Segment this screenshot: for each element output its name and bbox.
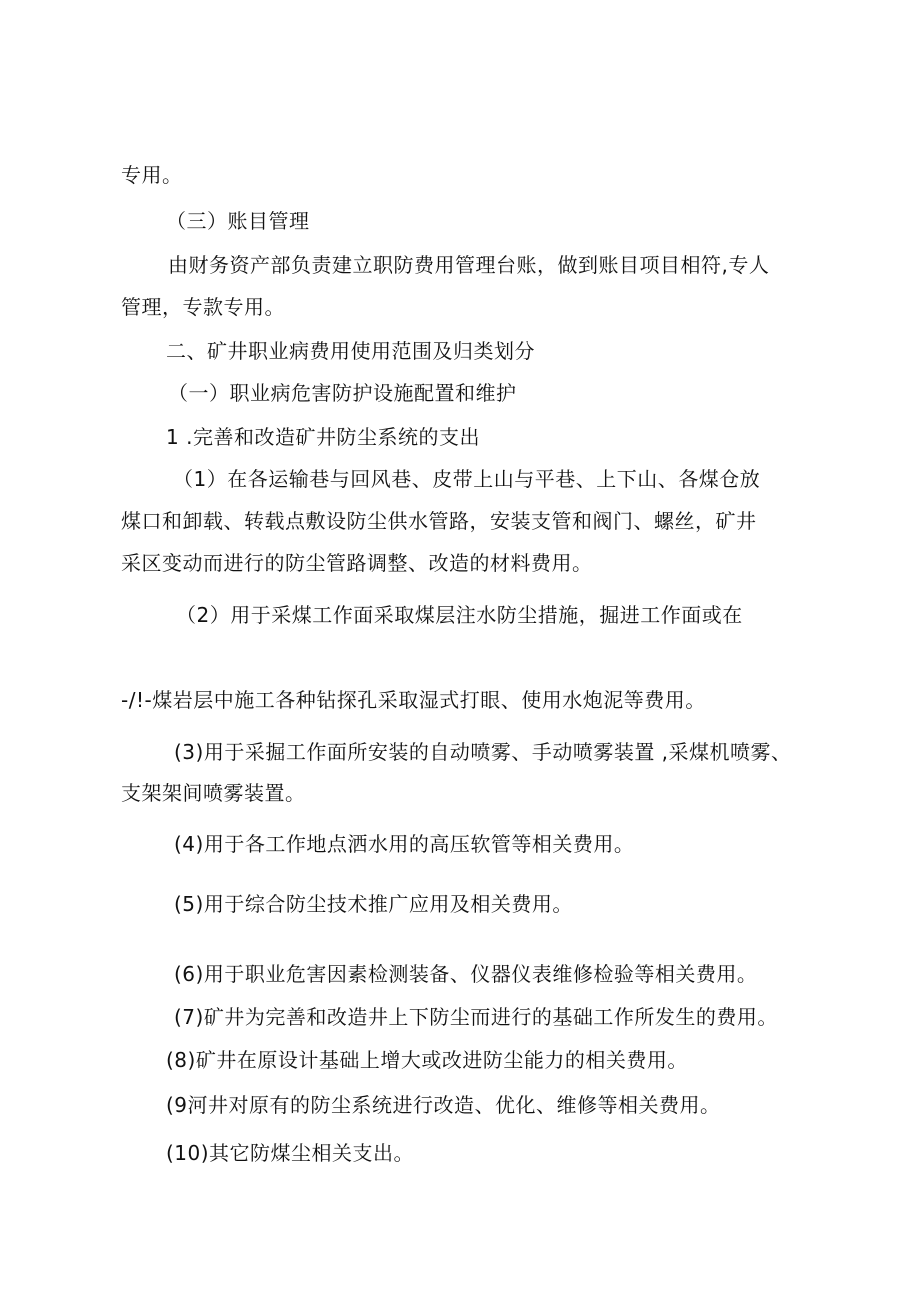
list-item: (4)用于各工作地点洒水用的高压软管等相关费用。 [174,832,635,856]
text-line: （1）在各运输巷与回风巷、皮带上山与平巷、上下山、各煤仓放 [173,467,761,491]
text-line: （2）用于采煤工作面采取煤层注水防尘措施，掘进工作面或在 [176,603,743,627]
list-item: (3)用于采掘工作面所安装的自动喷雾、手动喷雾装置 ,采煤机喷雾、 [174,740,792,764]
section-heading: （一）职业病危害防护设施配置和维护 [168,381,517,405]
text-line: 专用。 [121,163,183,187]
list-item: (6)用于职业危害因素检测装备、仪器仪表维修检验等相关费用。 [174,962,758,986]
text-line: 采区变动而进行的防尘管路调整、改造的材料费用。 [121,551,593,575]
list-item: (10)其它防煤尘相关支出。 [166,1141,415,1165]
text-line: -/!-煤岩层中施工各种钻探孔采取湿式打眼、使用水炮泥等费用。 [121,688,706,712]
list-item: (8)矿井在原设计基础上增大或改进防尘能力的相关费用。 [166,1048,688,1072]
section-heading: （三）账目管理 [166,209,310,233]
list-item: (5)用于综合防尘技术推广应用及相关费用。 [174,892,573,916]
text-line: 支架架间喷雾装置。 [121,781,306,805]
subsection-heading: 1 .完善和改造矿井防尘系统的支出 [166,425,480,449]
list-item: (9河井对原有的防尘系统进行改造、优化、维修等相关费用。 [166,1093,721,1117]
text-line: 由财务资产部负责建立职防费用管理台账，做到账目项目相符,专人 [168,253,770,277]
list-item: (7)矿井为完善和改造井上下防尘而进行的基础工作所发生的费用。 [174,1005,778,1029]
section-heading: 二、矿井职业病费用使用范围及归类划分 [166,339,535,363]
text-line: 管理，专款专用。 [121,295,285,319]
text-line: 煤口和卸载、转载点敷设防尘供水管路，安装支管和阀门、螺丝，矿井 [121,509,757,533]
